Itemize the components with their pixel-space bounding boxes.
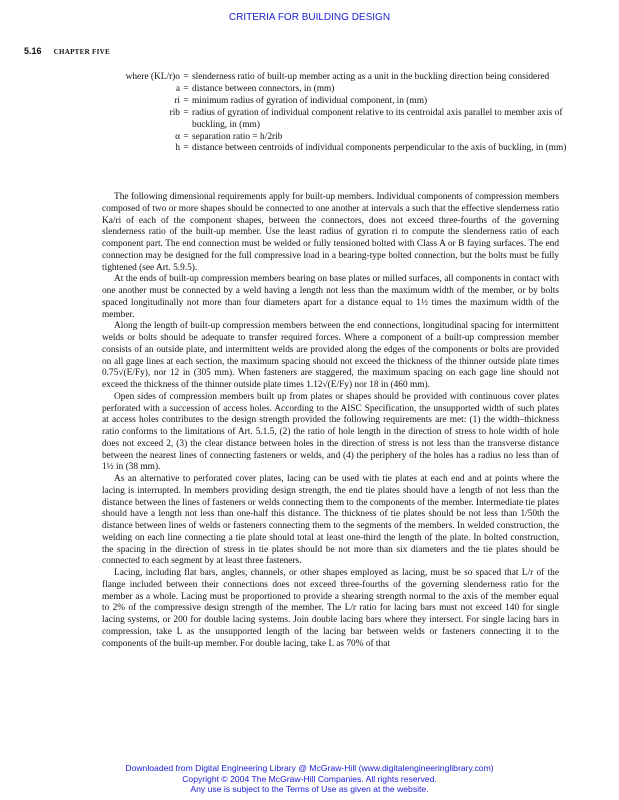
paragraph: Lacing, including flat bars, angles, channels, or other shapes employed as lacing, must be so spaced that L/r of the flange included between their connections does not exceed three-fourths of the governing slenderness ratio for the member as a whole. Lacing must be proportioned to provide a shearing strength normal to the axis of the member equal to 2% of the compressive design strength of the member. The L/r ratio for lacing bars must not exceed 140 for single lacing systems, or 200 for double lacing systems. Join double lacing bars where they intersect. For single lacing bars in compression, take L as the unsupported length of the lacing bar between welds or fasteners connecting it to the components of the built-up member. For double lacing, take L as 70% of that <box>102 568 559 649</box>
footer-terms-link[interactable]: Any use is subject to the Terms of Use as given at the website. <box>190 784 429 794</box>
footer-download-link[interactable]: Downloaded from Digital Engineering Library @ McGraw-Hill (www.digitalengineeringlibrary.com) <box>125 763 494 773</box>
body-text <box>102 192 559 650</box>
definition-row: α = separation ratio = h/2rib <box>90 132 570 144</box>
definition-term: h <box>175 143 180 154</box>
paragraph: At the ends of built-up compression members bearing on base plates or milled surfaces, all components in contact with one another must be connected by a weld having a length not less than the maximum width of the member, or by bolts spaced longitudinally not more than four diameters apart for a distance equal to 1½ times the maximum width of the member. <box>102 274 559 320</box>
definition-row: rib = radius of gyration of individual component relative to its centroidal axis parallel to member axis of buckling, in (mm) <box>90 108 570 132</box>
definition-desc: distance between centroids of individual components perpendicular to the axis of buckling, in (mm) <box>192 143 567 154</box>
definition-desc: slenderness ratio of built-up member acting as a unit in the buckling direction being considered <box>192 72 550 82</box>
definitions-list <box>90 72 570 155</box>
page-number: 5.16 <box>24 46 42 56</box>
paragraph: The following dimensional requirements apply for built-up members. Individual components of compression members composed of two or more shapes should be connected to one another at intervals a such that the effective slenderness ratio Ka/ri of each of the component shapes, between the connectors, does not exceed three-fourths of the governing slenderness ratio of the built-up member. Use the least radius of gyration ri to compute the slenderness ratio of each component part. The end connection must be welded or fully tensioned bolted with Class A or B faying surfaces. The end connection may be designed for the full compressive load in a bearing-type bolted connection, but the bolts must be fully tightened (see Art. 5.9.5). <box>102 192 560 273</box>
definition-desc: minimum radius of gyration of individual component, in (mm) <box>192 95 428 106</box>
definition-row: ri = minimum radius of gyration of individual component, in (mm) <box>90 96 570 108</box>
definition-desc: radius of gyration of individual component relative to its centroidal axis parallel to member axis of buckling, in (mm) <box>192 107 563 130</box>
definition-term: where (KL/r)o <box>125 72 180 82</box>
definition-term: α <box>175 131 180 142</box>
footer-copyright: Copyright © 2004 The McGraw-Hill Companies. All rights reserved. <box>182 773 437 784</box>
paragraph: As an alternative to perforated cover plates, lacing can be used with tie plates at each end and at points where the lacing is interrupted. In members providing design strength, the end tie plates should have a length of not less than the distance between the lines of fasteners or welds connecting them to the components of the member. Intermediate tie plates should have a length not less than one-half this distance. The thickness of tie plates should be not less than 1/50th the distance between lines of welds or fasteners connecting them to the segments of the members. In welded construction, the welding on each line connecting a tie plate should total at least one-third the length of the plate. In bolted construction, the spacing in the direction of stress in tie plates should be not more than six diameters and the tie plates should be connected to each segment by at least three fasteners. <box>102 474 559 567</box>
definition-term: a <box>175 83 180 94</box>
paragraph: Along the length of built-up compression members between the end connections, longitudinal spacing for intermittent welds or bolts should be adequate to transfer required forces. Where a component of a built-up compression member consists of an outside plate, and intermittent welds are provided along the edges of the components or bolts are provided on all gage lines at each section, the maximum spacing should not exceed the thickness of the thinner outside plate times 0.75√(E/Fy), nor 12 in (305 mm). When fasteners are staggered, the maximum spacing on each gage line should not exceed the thickness of the thinner outside plate times 1.12√(E/Fy) nor 18 in (460 mm). <box>102 321 559 390</box>
definition-row: a = distance between connectors, in (mm) <box>90 84 570 96</box>
chapter-label: CHAPTER FIVE <box>53 48 110 56</box>
definition-row: h = distance between centroids of individual components perpendicular to the axis of buckling, in (mm) <box>90 143 570 155</box>
download-footer <box>0 763 619 795</box>
definition-term: rib <box>169 107 180 118</box>
running-header: CRITERIA FOR BUILDING DESIGN <box>228 12 391 23</box>
page-heading <box>24 46 110 56</box>
paragraph: Open sides of compression members built up from plates or shapes should be provided with continuous cover plates perforated with a succession of access holes. According to the AISC Specification, the unsupported width of such plates at access holes contributes to the design strength provided the following requirements are met: (1) the width–thickness ratio conforms to the limitations of Art. 5.1.5, (2) the ratio of hole length in the direction of stress to hole width of hole does not exceed 2, (3) the clear distance between holes in the direction of stress is not less than the transverse distance between the nearest lines of connecting fasteners or welds, and (4) the periphery of the holes has a radius no less than of 1½ in (38 mm). <box>102 391 559 473</box>
definition-desc: distance between connectors, in (mm) <box>192 83 335 94</box>
definition-row: where (KL/r)o = slenderness ratio of built-up member acting as a unit in the buckling direction being considered <box>90 72 570 84</box>
definition-desc: separation ratio = h/2rib <box>192 131 283 142</box>
definition-term: ri <box>174 95 180 106</box>
